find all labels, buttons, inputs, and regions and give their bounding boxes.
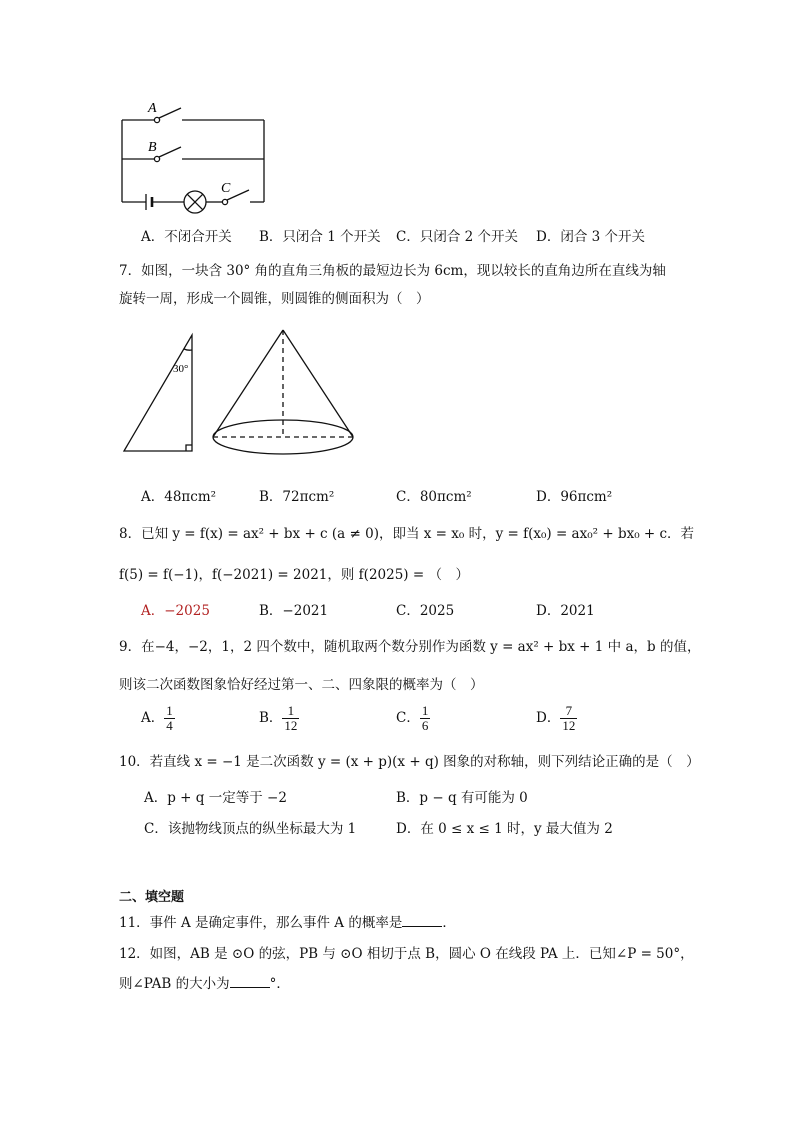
q9-stem-line2: 则该二次函数图象恰好经过第一、二、四象限的概率为（ ） — [119, 677, 484, 693]
q8-stem-line1: 8．已知 y = f(x) = ax² + bx + c (a ≠ 0)，即当 x = x₀ 时，y = f(x₀) = ax₀² + bx₀ + c．若 — [119, 526, 695, 542]
q10-option-b: B．p − q 有可能为 0 — [396, 790, 528, 806]
q9-option-d-label: D． — [536, 710, 561, 726]
q10-option-a: A．p + q 一定等于 −2 — [144, 790, 287, 806]
q10-option-c: C．该抛物线顶点的纵坐标最大为 1 — [144, 821, 357, 837]
q9-option-a-fraction — [164, 704, 175, 733]
q6-option-c: C．只闭合 2 个开关 — [396, 229, 519, 245]
fraction-numerator: 7 — [560, 704, 577, 719]
angle-30-label: 30° — [173, 363, 189, 375]
q8-option-d: D．2021 — [536, 603, 595, 619]
q9-stem-line1: 9．在−4，−2，1，2 四个数中，随机取两个数分别作为函数 y = ax² + bx + 1 中 a，b 的值， — [119, 639, 701, 655]
q7-option-d: D．96πcm² — [536, 489, 613, 505]
q6-option-d: D．闭合 3 个开关 — [536, 229, 645, 245]
q7-stem-line2: 旋转一周，形成一个圆锥，则圆锥的侧面积为（ ） — [119, 291, 430, 307]
q7-option-b: B．72πcm² — [259, 489, 335, 505]
q11-text-after: ． — [442, 915, 456, 931]
q11-answer-blank[interactable] — [402, 914, 442, 927]
q6-option-a: A．不闭合开关 — [141, 229, 232, 245]
q9-option-b-fraction — [282, 704, 299, 733]
q9-option-d-fraction — [560, 704, 577, 733]
fraction-numerator: 1 — [421, 703, 429, 718]
fraction-numerator: 1 — [282, 704, 299, 719]
q11-stem — [119, 914, 456, 932]
q6-option-b: B．只闭合 1 个开关 — [259, 229, 381, 245]
switch-b-label: B — [148, 140, 157, 155]
q12-text-after: °． — [269, 976, 290, 992]
q9-option-c-fraction — [420, 704, 431, 733]
q9-option-a — [141, 704, 175, 733]
q9-option-b — [259, 704, 299, 733]
fraction-denominator: 12 — [284, 718, 298, 733]
q9-option-d — [536, 704, 577, 733]
q8-option-c: C．2025 — [396, 603, 455, 619]
q7-option-a: A．48πcm² — [141, 489, 217, 505]
circuit-diagram — [110, 95, 280, 220]
triangle-cone-figure — [118, 325, 363, 470]
q9-option-c — [396, 704, 430, 733]
fraction-denominator: 12 — [562, 718, 576, 733]
switch-c-label: C — [221, 181, 231, 196]
q7-stem-line1: 7．如图，一块含 30° 角的直角三角板的最短边长为 6cm，现以较长的直角边所在直线为轴 — [119, 263, 666, 279]
fraction-numerator: 1 — [166, 703, 173, 718]
q8-stem-line2: f(5) = f(−1)，f(−2021) = 2021，则 f(2025) = （ ） — [119, 567, 469, 583]
q11-text-before: 11．事件 A 是确定事件，那么事件 A 的概率是 — [119, 915, 403, 931]
q8-option-b: B．−2021 — [259, 603, 329, 619]
q8-option-a: A．−2025 — [141, 603, 210, 619]
q10-stem: 10．若直线 x = −1 是二次函数 y = (x + p)(x + q) 图象的对称轴，则下列结论正确的是（ ） — [119, 754, 700, 770]
q9-option-c-label: C． — [396, 710, 420, 726]
q10-option-d: D．在 0 ≤ x ≤ 1 时，y 最大值为 2 — [396, 821, 613, 837]
section-fill-in-title: 二、填空题 — [119, 890, 185, 905]
switch-a-label: A — [148, 101, 157, 116]
q12-stem-line2 — [119, 975, 290, 993]
q12-stem-line1: 12．如图，AB 是 ⊙O 的弦，PB 与 ⊙O 相切于点 B，圆心 O 在线段 PA 上．已知∠P = 50°， — [119, 946, 694, 962]
q9-option-b-label: B． — [259, 710, 283, 726]
q12-answer-blank[interactable] — [230, 975, 270, 988]
q12-text-before: 则∠PAB 的大小为 — [119, 976, 230, 992]
fraction-denominator: 6 — [421, 718, 429, 733]
fraction-denominator: 4 — [166, 718, 173, 733]
q7-option-c: C．80πcm² — [396, 489, 472, 505]
q9-option-a-label: A． — [141, 710, 165, 726]
